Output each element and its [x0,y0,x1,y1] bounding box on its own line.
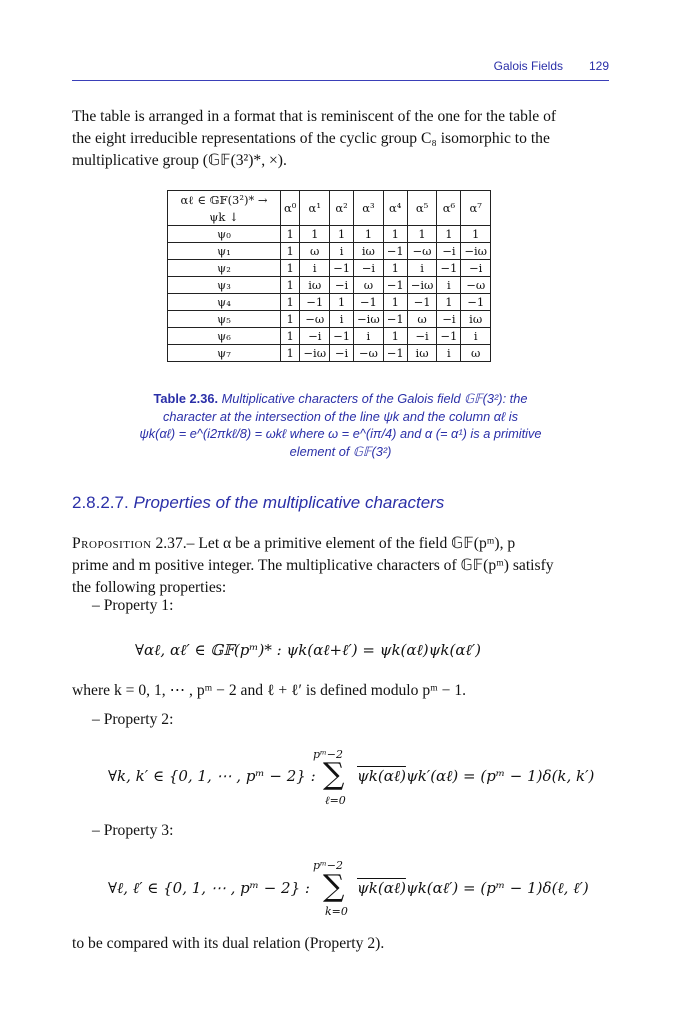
proposition-paragraph [72,533,609,599]
table-cell: i [437,277,461,294]
table-cell: 1 [281,260,300,277]
column-header: α⁶ [437,191,461,226]
table-cell: 1 [281,345,300,362]
section-heading [72,493,444,513]
table-cell: iω [354,243,384,260]
table-cell: −1 [300,294,330,311]
property-1-label: – Property 1: [92,597,174,614]
section-title: Properties of the multiplicative characters [133,493,445,512]
intro-line-3: multiplicative group (𝔾𝔽(3²)*, ×). [72,152,287,169]
proposition-label: Proposition [72,535,152,552]
table-row [168,328,491,345]
table-cell: 1 [281,311,300,328]
table-row [168,243,491,260]
caption-line-2: character at the intersection of the line ψk and the column αℓ is [162,408,519,424]
table-cell: −iω [407,277,437,294]
table-cell: 1 [300,226,330,243]
table-cell: i [407,260,437,277]
sum-symbol: ∑ [323,869,345,904]
table-cell: i [330,311,354,328]
corner-label-bottom: ψk ↓ [168,208,281,226]
table-cell: −i [300,328,330,345]
table-cell: −1 [437,260,461,277]
column-header: α⁷ [461,191,491,226]
table-cell: 1 [461,226,491,243]
property-2-label: – Property 2: [92,711,174,728]
row-label: ψ₄ [168,294,281,311]
table-cell: −ω [407,243,437,260]
table-cell: 1 [281,294,300,311]
table-cell: 1 [354,226,384,243]
caption-line-4: element of 𝔾𝔽(3²) [289,443,392,459]
property-3-sum-lower: k=0 [325,905,348,918]
running-header [72,54,609,81]
table-cell: 1 [437,294,461,311]
property-1-note: where k = 0, 1, ⋯ , pᵐ − 2 and ℓ + ℓ′ is defined modulo pᵐ − 1. [72,682,467,699]
table-row [168,311,491,328]
table-cell: −i [461,260,491,277]
table-row [168,345,491,362]
table-cell: −i [437,311,461,328]
table-cell: −iω [461,243,491,260]
row-label: ψ₆ [168,328,281,345]
running-title: Galois Fields [493,59,563,73]
table-cell: −i [437,243,461,260]
table-cell: i [330,243,354,260]
table-cell: −i [330,345,354,362]
property-2-summand [357,767,594,786]
caption-label: Table 2.36. [153,391,219,406]
table-cell: i [461,328,491,345]
table-cell: 1 [281,277,300,294]
table-cell: 1 [281,243,300,260]
column-header: α⁰ [281,191,300,226]
table-cell: −ω [300,311,330,328]
table-caption [96,390,585,460]
proposition-line-2: prime and m positive integer. The multiplicative characters of 𝔾𝔽(pᵐ) satisfy [72,557,554,574]
table-cell: ω [461,345,491,362]
property-3-lhs: ∀ℓ, ℓ′ ∈ {0, 1, ⋯ , pᵐ − 2} : [108,879,310,897]
section-number: 2.8.2.7. [72,493,129,512]
table-cell: ω [407,311,437,328]
table-cell: −1 [354,294,384,311]
table-cell: −iω [300,345,330,362]
row-label: ψ₁ [168,243,281,260]
table-cell: −1 [407,294,437,311]
proposition-line-1: Let α be a primitive element of the field 𝔾𝔽(pᵐ), p [198,535,516,552]
table-cell: ω [300,243,330,260]
table-cell: iω [461,311,491,328]
page-number: 129 [588,59,609,73]
property-2-sum-upper: pᵐ−2 [313,748,344,761]
table-cell: −1 [383,345,407,362]
table-cell: i [437,345,461,362]
intro-line-1: The table is arranged in a format that is reminiscent of the one for the table of [72,108,557,125]
table-cell: −1 [383,243,407,260]
table-cell: −ω [461,277,491,294]
column-header: α⁴ [383,191,407,226]
table-cell: 1 [383,260,407,277]
property-3-summand [357,879,589,898]
column-header: α¹ [300,191,330,226]
table-cell: ω [354,277,384,294]
table-cell: 1 [281,226,300,243]
table-cell: iω [300,277,330,294]
table-row [168,294,491,311]
table-cell: 1 [330,226,354,243]
table-cell: −1 [383,311,407,328]
row-label: ψ₂ [168,260,281,277]
table-cell: −i [330,277,354,294]
caption-line-3: ψk(αℓ) = e^(i2πkℓ/8) = ωkℓ where ω = e^(iπ/4) and α (= α¹) is a primitive [139,426,542,441]
table-cell: 1 [407,226,437,243]
row-label: ψ₃ [168,277,281,294]
property-3-conjugate-term: ψk(αℓ) [357,879,406,897]
property-2-conjugate-term: ψk(αℓ) [357,767,406,785]
table-cell: i [300,260,330,277]
table-row [168,277,491,294]
table-row [168,226,491,243]
property-2-lhs: ∀k, k′ ∈ {0, 1, ⋯ , pᵐ − 2} : [108,767,316,785]
proposition-number: 2.37.– [155,535,195,552]
table-cell: −iω [354,311,384,328]
character-table [167,190,491,362]
table-cell: −1 [383,277,407,294]
row-label: ψ₅ [168,311,281,328]
sum-symbol: ∑ [323,757,345,792]
table-cell: 1 [383,328,407,345]
proposition-line-3: the following properties: [72,579,227,596]
column-header: α³ [354,191,384,226]
table-body [168,226,491,362]
column-header: α² [330,191,354,226]
table-cell: 1 [383,226,407,243]
table-row [168,260,491,277]
property-3-rhs: ψk(αℓ′) = (pᵐ − 1)δ(ℓ, ℓ′) [405,879,589,897]
table-cell: 1 [281,328,300,345]
table-cell: 1 [437,226,461,243]
row-label: ψ₇ [168,345,281,362]
property-2-sum-lower: ℓ=0 [325,794,346,807]
table-cell: −1 [330,260,354,277]
column-header: α⁵ [407,191,437,226]
table-cell: −1 [330,328,354,345]
table-cell: 1 [383,294,407,311]
corner-label-top: αℓ ∈ 𝔾𝔽(3²)* → [168,191,281,209]
property-3-sum-upper: pᵐ−2 [313,859,344,872]
table-cell: −i [354,260,384,277]
property-3-label: – Property 3: [92,822,174,839]
intro-line-2: the eight irreducible representations of the cyclic group C₈ isomorphic to the [72,130,550,147]
property-1-equation: ∀αℓ, αℓ′ ∈ 𝔾𝔽(pᵐ)* : ψk(αℓ+ℓ′) = ψk(αℓ)ψk(αℓ′) [135,641,481,659]
row-label: ψ₀ [168,226,281,243]
table-cell: iω [407,345,437,362]
property-2-rhs: ψk′(αℓ) = (pᵐ − 1)δ(k, k′) [405,767,595,785]
caption-line-1: Multiplicative characters of the Galois field 𝔾𝔽(3²): the [221,391,528,406]
table-cell: i [354,328,384,345]
closing-line: to be compared with its dual relation (Property 2). [72,935,385,952]
table-cell: 1 [330,294,354,311]
intro-paragraph [72,106,609,172]
table-cell: −1 [437,328,461,345]
table-cell: −ω [354,345,384,362]
table-cell: −i [407,328,437,345]
table-cell: −1 [461,294,491,311]
